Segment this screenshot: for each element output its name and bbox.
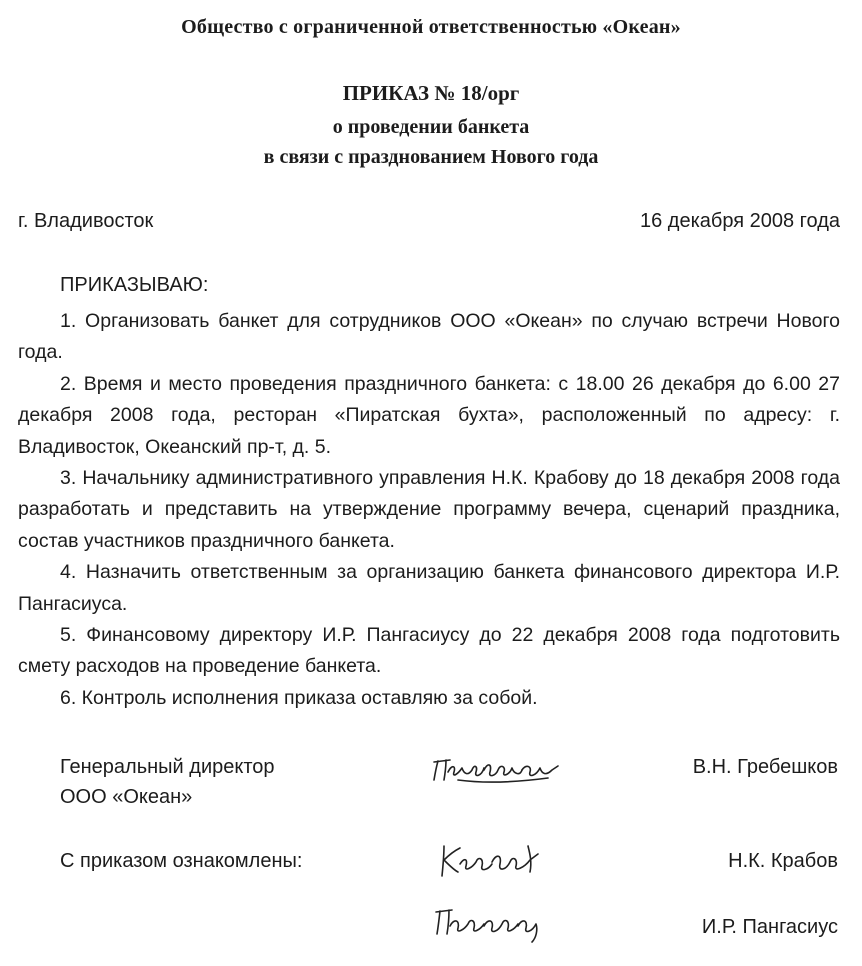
acknowledged-label: С приказом ознакомлены: [60, 850, 303, 872]
director-title-line-1: Генеральный директор [60, 756, 275, 778]
issue-date: 16 декабря 2008 года [639, 210, 840, 232]
signer2-signature-graphic [432, 902, 547, 944]
order-subject-line-1: о проведении банкета [332, 116, 530, 138]
order-title: ПРИКАЗ № 18/орг [342, 81, 520, 105]
order-items [18, 306, 840, 714]
director-signature [428, 750, 563, 799]
order-item-3: 3. Начальнику административного управления Н.К. Крабову до 18 декабря 2008 года разработать и представить на утверждение программу вечера, сценарий праздника, состав участников праздничного банкета. [18, 467, 840, 552]
signer1-signature-graphic [436, 840, 546, 882]
order-item-5: 5. Финансовому директору И.Р. Пангасиусу до 22 декабря 2008 года подготовить смету расходов на проведение банкета. [18, 624, 840, 678]
organization-name: Общество с ограниченной ответственностью «Океан» [181, 16, 681, 38]
signer2-name: И.Р. Пангасиус [701, 916, 838, 938]
order-subject-line-2: в связи с празднованием Нового года [263, 146, 599, 168]
order-lead: ПРИКАЗЫВАЮ: [60, 274, 209, 296]
issue-place: г. Владивосток [18, 210, 154, 232]
signer1-signature [436, 840, 546, 891]
order-item-4: 4. Назначить ответственным за организацию банкета финансового директора И.Р. Пангасиуса. [18, 561, 840, 615]
director-title [60, 752, 275, 812]
signer1-name: Н.К. Крабов [728, 850, 838, 872]
order-item-1: 1. Организовать банкет для сотрудников ООО «Океан» по случаю встречи Нового года. [18, 310, 840, 364]
director-title-line-2: ООО «Океан» [60, 786, 193, 808]
director-signature-graphic [428, 750, 563, 790]
signer2-signature [432, 902, 547, 953]
order-item-2: 2. Время и место проведения праздничного банкета: с 18.00 26 декабря до 6.00 27 декабря 2008 года, ресторан «Пиратская бухта», расположенный по адресу: г. Владивосток, Океанский пр-т, д. 5. [18, 372, 840, 458]
director-name: В.Н. Гребешков [692, 756, 838, 778]
order-item-6: 6. Контроль исполнения приказа оставляю за собой. [60, 686, 538, 709]
